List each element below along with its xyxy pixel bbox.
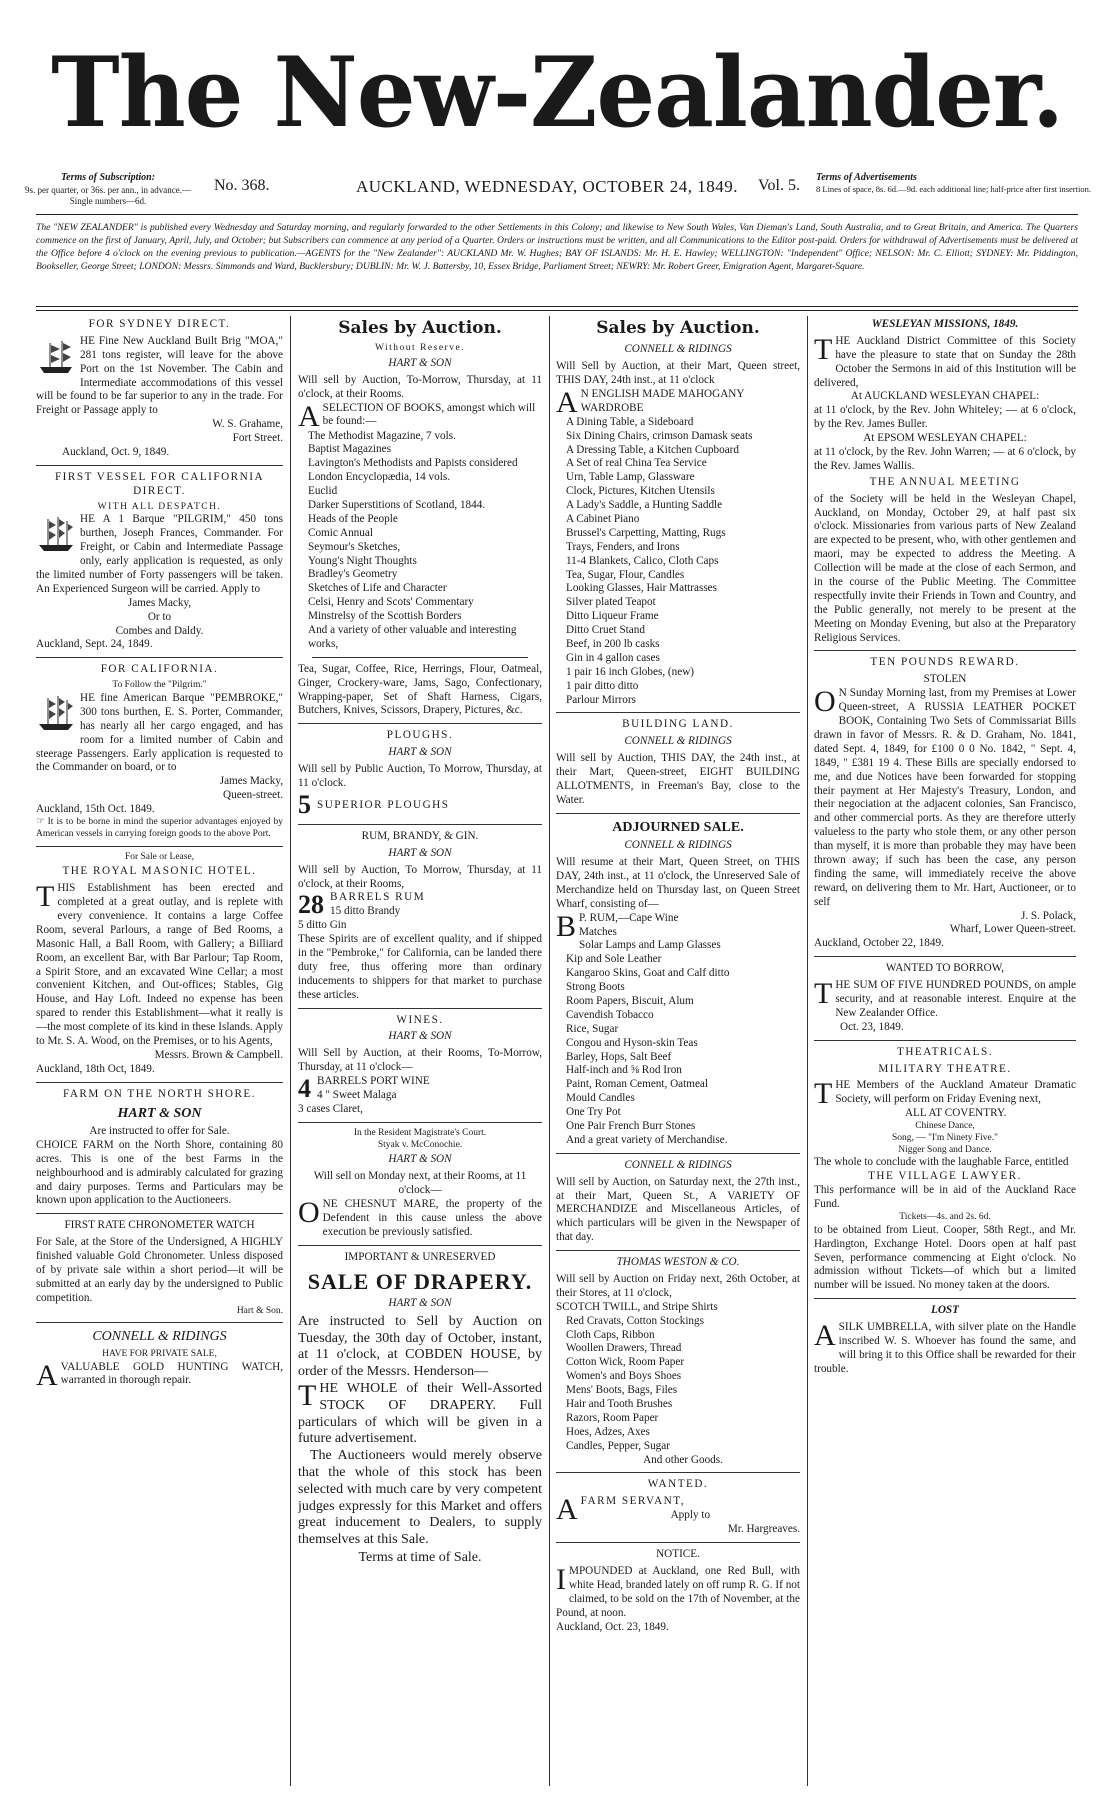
list-item: Hair and Tooth Brushes (566, 1398, 673, 1410)
ad-heading: WINES. (396, 1013, 444, 1026)
ad-body-text: HE Members of the Auckland Amateur Dramatic Society, will perform on Friday Evening next, (835, 1079, 1076, 1106)
list-item: Women's and Boys Shoes (566, 1370, 682, 1383)
drop-cap: A (298, 399, 320, 433)
ad-date: Auckland, Oct. 23, 1849. (556, 1620, 669, 1633)
subscription-terms-text: 9s. per quarter, or 36s. per ann., in advance.—Single numbers—6d. (24, 184, 192, 206)
list-item: Comic Annual (308, 526, 373, 539)
ad-body: CHOICE FARM on the North Shore, containing 80 acres. This is one of the best Farms in the neighbourhood and is admirably calculated for grazing and dairy purposes. Terms and Particulars may be known upon application to the Auctioneers. (36, 1138, 283, 1207)
ad-signature: Messrs. Brown & Campbell. (154, 1048, 283, 1061)
chapel-times: at 11 o'clock, by the Rev. John Whiteley; — at 6 o'clock, by the Rev. James Buller. (814, 404, 1076, 431)
column-4 (814, 316, 1076, 1786)
column-2 (298, 316, 542, 1786)
divider (556, 1542, 800, 1543)
list-item: BARRELS PORT WINE (317, 1075, 430, 1088)
divider (312, 657, 528, 658)
ad-intro: Will Sell by Auction, at their Mart, Queen street, THIS DAY, 24th inst., at 11 o'clock (556, 359, 800, 386)
divider (556, 1250, 800, 1251)
ad-signature: Or to (147, 610, 172, 623)
ad-heading: TEN POUNDS REWARD. (870, 656, 1020, 669)
drop-cap: A (556, 385, 578, 419)
list-item: Bradley's Geometry (308, 568, 398, 581)
list-item: 3 cases Claret, (298, 1102, 363, 1115)
column-separator (549, 316, 550, 1786)
ad-body-text: HIS Establishment has been erected and completed at a great outlay, and is replete with every convenience. It contains a large Coffee Room, several Parlours, a range of Bed Rooms, a Masonic Hall, a Ball Room, with Gallery; a Billiard Room, an excellent Bar, with Bar Parlour; Tap Room, a Spirit Store, and an excavated Wine Cellar; a most convenient Kitchen, and Out-offices; Stables, Gig House, and Hay Loft. Indeed no expense has been spared to render this Establishment—what it really is—the most complete of its kind in these Islands. Apply to Mr. S. A. Wood, on the Premises, or to his Agents, (36, 882, 283, 1048)
list-item: A Lady's Saddle, a Hunting Saddle (566, 499, 723, 512)
ad-body (36, 1358, 283, 1392)
list-item: 1 pair ditto ditto (566, 679, 639, 692)
ad-heading: THEATRICALS. (897, 1045, 993, 1058)
ad-reward (814, 656, 1076, 951)
ad-firm: CONNELL & RIDINGS (624, 839, 732, 852)
play-title: ALL AT COVENTRY. (904, 1107, 1007, 1120)
ad-notice (556, 1548, 800, 1634)
ad-lead (556, 385, 800, 419)
ad-date: Auckland, 15th Oct. 1849. (36, 803, 155, 816)
program-item: Chinese Dance, (915, 1121, 975, 1132)
list-item: Tea, Sugar, Flour, Candles (566, 568, 685, 581)
advertisement-terms (816, 172, 1096, 194)
ad-signature: Mr. Hargreaves. (727, 1523, 800, 1536)
list-item: Congou and Hyson-skin Teas (566, 1036, 698, 1049)
list-item: Lavington's Methodists and Papists considered (308, 457, 518, 470)
ad-firm: HART & SON (388, 1030, 452, 1043)
list-item: Cloth Caps, Ribbon (566, 1328, 655, 1341)
ad-drapery (298, 1251, 542, 1567)
ad-heading: FIRST VESSEL FOR CALIFORNIA DIRECT. (54, 470, 265, 497)
ad-subheading: WITH ALL DESPATCH. (97, 501, 222, 512)
divider (36, 657, 283, 658)
ad-date: Auckland, Oct. 9, 1849. (62, 446, 170, 459)
drop-cap: T (298, 1378, 317, 1412)
masthead (0, 18, 1114, 168)
ad-signature: W. S. Grahame, (212, 418, 283, 431)
ad-signature: James Macky, (127, 596, 192, 609)
notice-rule-bottom (36, 310, 1078, 311)
ad-signature: Queen-street. (223, 789, 283, 802)
list-item: And a variety of other valuable and interesting works, (308, 623, 517, 650)
ad-body-text: SILK UMBRELLA, with silver plate on the Handle inscribed W. S. Whoever has found the same, and will bring it to this Office shall be rewarded for their trouble. (814, 1321, 1076, 1375)
drop-cap: O (814, 685, 836, 719)
ad-body-text: FARM SERVANT, (580, 1495, 686, 1508)
ad-lead (298, 399, 542, 433)
ad-building-land (556, 718, 800, 807)
list-item: Solar Lamps and Lamp Glasses (579, 939, 721, 952)
section-heading: Sales by Auction. (596, 318, 760, 338)
program-item: Song, — "I'm Ninety Five." (891, 1132, 999, 1143)
ad-masonic-hotel (36, 852, 283, 1077)
ad-firm: CONNELL & RIDINGS (92, 1329, 227, 1345)
ad-signature: J. S. Polack, (1020, 909, 1076, 922)
ad-heading: IMPORTANT & UNRESERVED (344, 1250, 496, 1263)
ad-heading: FIRST RATE CHRONOMETER WATCH (64, 1219, 255, 1232)
list-item: Silver plated Teapot (566, 596, 656, 609)
ad-note-text: It is to be borne in mind the superior advantages enjoyed by American vessels in carrying foreign goods to the above Port. (36, 817, 283, 839)
columns (36, 316, 1081, 1786)
ad-body: Will sell by Auction, on Saturday next, the 27th inst., at their Mart, Queen St., A VARIETY OF MERCHANDIZE and Miscellaneous Articles, of which particulars will be given in the Newspaper of that day. (556, 1175, 800, 1244)
list-item: One Pair French Burr Stones (566, 1119, 696, 1132)
advertisement-terms-heading: Terms of Advertisements (816, 172, 917, 183)
divider (36, 846, 283, 847)
ad-body (298, 1198, 542, 1240)
column-1 (36, 316, 283, 1786)
column-separator (290, 316, 291, 1786)
list-item: Rice, Sugar (566, 1022, 619, 1035)
list-item: Clock, Pictures, Kitchen Utensils (566, 485, 715, 498)
ad-subheading: Are instructed to offer for Sale. (89, 1124, 230, 1137)
divider (556, 712, 800, 713)
item-name: SUPERIOR PLOUGHS (317, 798, 450, 811)
ad-body: HE Fine New Auckland Built Brig "MOA," 281 tons register, will leave for the above Port on the 1st November. The Cabin and Intermediate accommodations of this vessel will be found to be far superior to any in the trade. For Freight or Passage apply to (36, 334, 283, 417)
list-item: Heads of the People (308, 512, 398, 525)
list-item: 15 ditto Brandy (330, 905, 401, 918)
divider (814, 650, 1076, 651)
divider (298, 824, 542, 825)
list-item: Celsi, Henry and Scots' Commentary (308, 596, 474, 609)
masthead-title: The New-Zealander. (50, 36, 1064, 149)
ad-theatricals (814, 1046, 1076, 1294)
ad-firm: HART & SON (117, 1105, 202, 1121)
publication-notice: The "NEW ZEALANDER" is published every Wednesday and Saturday morning, and regularly forwarded to the other Settlements in this Colony; and likewise to New South Wales, Van Dieman's Land, South Australia, and to Great Britain, and America. The Quarters commence on the first of January, April, July, and October; but Subscribers can commence at any period of a Quarter. Orders or instructions must be written, and all Communications to the Editor post-paid. Orders for withdrawal of Advertisements must be delivered at the Office before 4 o'clock on the evening previous to publication.—AGENTS for the "New Zealander": AUCKLAND Mr. W. Hughes; BAY OF ISLANDS: Mr. H. E. Hawley; WELLINGTON: "Independent" Office; NELSON: Mr. C. Elliott; SYDNEY: Mr. Piddington, Bookseller, George Street; LONDON: Messrs. Simmonds and Ward, Bucklersbury; DUBLIN: Mr. W. J. Battersby, 10, Essex Bridge, Parliament Street; NEWRY: Mr. Robert Greer, Emigration Agent, Margaret-Square. (36, 222, 1078, 272)
ad-firm: HART & SON (388, 846, 452, 859)
list-item: Strong Boots (566, 981, 625, 994)
drop-cap: T (814, 977, 833, 1011)
ad-note (36, 817, 283, 841)
ad-body (814, 687, 1076, 909)
list-item: 1 pair 16 inch Globes, (new) (566, 665, 695, 678)
ad-lead-text: N ENGLISH MADE MAHOGANY WARDROBE (580, 387, 745, 414)
ad-heading: WESLEYAN MISSIONS, 1849. (871, 318, 1019, 330)
column-separator (807, 316, 808, 1786)
list-item: Urn, Table Lamp, Glassware (566, 471, 695, 484)
farce-title: THE VILLAGE LAWYER. (868, 1170, 1022, 1183)
dateline (18, 170, 1096, 210)
divider (556, 1472, 800, 1473)
drop-cap: A (556, 1493, 578, 1527)
chapel-times: at 11 o'clock, by the Rev. John Warren; — at 6 o'clock, by the Rev. James Wallis. (814, 446, 1076, 472)
list-item: Mould Candles (566, 1092, 635, 1105)
ad-firm: THOMAS WESTON & CO. (616, 1256, 740, 1269)
ad-body: HE A 1 Barque "PILGRIM," 450 tons burthen, Joseph Frances, Commander. For Freight, or Cabin and Intermediate Passage only, early application is requested, as only the limited number of Forty passengers will be taken. An Experienced Surgeon will be carried. Apply to (36, 513, 283, 595)
ship-icon (36, 515, 76, 555)
ad-heading: WANTED. (647, 1478, 709, 1491)
ad-heading: FOR CALIFORNIA. (100, 663, 219, 676)
ad-california-pembroke (36, 663, 283, 840)
ad-court-sale (298, 1128, 542, 1240)
divider (36, 1082, 283, 1083)
list-item: Young's Night Thoughts (308, 554, 417, 567)
ad-heading: FARM ON THE NORTH SHORE. (62, 1087, 257, 1100)
ad-signature: Fort Street. (232, 432, 283, 445)
ad-subheading: For Sale or Lease, (124, 851, 195, 862)
list-item: Cavendish Tobacco (566, 1008, 654, 1021)
ad-date: Auckland, 18th Oct, 1849. (36, 1062, 155, 1075)
ad-date: Auckland, Sept. 24, 1849. (36, 638, 153, 651)
ad-date: Oct. 23, 1849. (840, 1020, 904, 1033)
list-item: Kangaroo Skins, Goat and Calf ditto (566, 967, 730, 980)
ad-lead: SCOTCH TWILL, and Stripe Shirts (556, 1300, 718, 1313)
ad-body-text: NE CHESNUT MARE, the property of the Defendent in this cause unless the above execution be previously satisfied. (322, 1198, 542, 1238)
ad-firm: HART & SON (388, 1296, 452, 1309)
drop-cap: A (36, 1358, 58, 1392)
item-list (556, 926, 800, 1148)
ad-body-text: N Sunday Morning last, from my Premises at Lower Queen-street, A RUSSIA LEATHER POCKET BOOK, Containing Two Sets of Commissariat Bills drawn in favor of Messrs. R. & D. Graham, No. 1841, dated Sept. 4, 1849, for £100 0 0 No. 1842, " Sept. 4, 1849, " £381 19 4. These Bills are specially endorsed to me, and due Notices have been forwarded for stopping their payment at Her Majesty's Treasury, London, and their negociation at the adjacent colonies, San Francisco, and other commercial ports. As they are therefore utterly valueless to the party who stole them, or any other person than myself, it is more than probable they may have been thrown away; if such has been the case, any person finding the same, will immediately receive the above reward, on delivering them to Mr. Hart, Auctioneer, or to self (814, 687, 1076, 908)
list-item: Woollen Drawers, Thread (566, 1342, 682, 1355)
ad-apply: Apply to (670, 1509, 711, 1522)
ad-firm: HART & SON (388, 356, 452, 369)
list-item: BARRELS RUM (330, 891, 426, 904)
ad-wardrobe (556, 343, 800, 707)
item-list (556, 1315, 800, 1468)
list-item: London Encyclopædia, 14 vols. (308, 471, 451, 484)
drop-cap: B (556, 909, 577, 943)
ad-intro: Will sell by Auction on Friday next, 26th October, at their Stores, at 11 o'clock, (556, 1272, 800, 1299)
ad-intro: Will sell by Auction, To Morrow, Thursday, at 11 o'clock, at their Rooms, (298, 863, 542, 890)
ad-north-shore-farm (36, 1088, 283, 1209)
ad-body-text: HE WHOLE of their Well-Assorted STOCK OF DRAPERY. Full particulars of which will be given in a future advertisement. (298, 1380, 542, 1447)
ad-subheading: HAVE FOR PRIVATE SALE, (102, 1348, 217, 1359)
ad-body-text: MPOUNDED at Auckland, one Red Bull, with white Head, branded lately on off rump R. G. If not claimed, to be sold on the 17th of November, at the Pound, at noon. (556, 1565, 800, 1619)
ad-subheading: Without Reserve. (374, 343, 466, 354)
ad-adjourned-sale (556, 819, 800, 1148)
ad-body-text: HE SUM OF FIVE HUNDRED POUNDS, on ample security, and at reasonable interest. Enquire at the New Zealander Office. (835, 979, 1076, 1019)
section-heading: Sales by Auction. (338, 318, 502, 338)
ship-icon (36, 337, 76, 377)
ad-intro: Will resume at their Mart, Queen Street, on THIS DAY, 24th inst., at 11 o'clock, the Unreserved Sale of Merchandize held on Thursday last, on Queen Street Wharf, consisting of— (556, 856, 800, 910)
list-item: A Cabinet Piano (566, 512, 640, 525)
ad-body (298, 1378, 542, 1448)
ad-lead-text: P. RUM,—Cape Wine (579, 911, 679, 924)
list-item: Hoes, Adzes, Axes (566, 1425, 650, 1438)
ad-signature: James Macky, (219, 775, 283, 788)
list-item: Euclid (308, 485, 338, 498)
ad-body (814, 1321, 1076, 1377)
list-item: Parlour Mirrors (566, 693, 636, 706)
ad-gold-watch (36, 1328, 283, 1392)
list-item: Baptist Magazines (308, 443, 391, 456)
drop-cap: O (298, 1196, 320, 1230)
divider (556, 813, 800, 814)
ad-body: This performance will be in aid of the Auckland Race Fund. (814, 1184, 1076, 1211)
quantity: 5 (298, 789, 311, 819)
list-item: Mens' Boots, Bags, Files (566, 1384, 678, 1397)
ad-wines (298, 1014, 542, 1117)
issue-date: AUCKLAND, WEDNESDAY, OCTOBER 24, 1849. (356, 177, 739, 196)
divider (814, 956, 1076, 957)
divider (298, 1008, 542, 1009)
ad-california-pilgrim (36, 471, 283, 652)
list-item: And a great variety of Merchandise. (566, 1133, 728, 1146)
item-list (556, 416, 800, 708)
divider (814, 1040, 1076, 1041)
ad-signature: Wharf, Lower Queen-street. (949, 923, 1076, 936)
list-item: 4 " Sweet Malaga (317, 1089, 397, 1102)
ad-sydney (36, 318, 283, 460)
ad-heading: WANTED TO BORROW, (885, 962, 1005, 975)
list-item: Trays, Fenders, and Irons (566, 540, 680, 553)
ad-intro: Will sell by Auction, To-Morrow, Thursday, at 11 o'clock, at their Rooms. (298, 373, 542, 400)
ad-body: The Auctioneers would merely observe that the whole of this stock has been selected with much care by very competent judges expressly for this Market and offers great inducement to Dealers, to supply themselves at this Sale. (298, 1448, 542, 1548)
ad-heading: NOTICE. (656, 1548, 700, 1561)
list-item: Razors, Room Paper (566, 1411, 659, 1424)
drop-cap: T (814, 1077, 833, 1111)
list-item: Paint, Roman Cement, Oatmeal (566, 1078, 708, 1091)
list-item: 5 ditto Gin (298, 919, 347, 932)
ad-heading: LOST (931, 1304, 959, 1317)
ad-body: Will sell by Auction, THIS DAY, the 24th inst., at their Mart, Queen-street, EIGHT BUILDING ALLOTMENTS, in Freeman's Bay, close to the Water. (556, 752, 800, 806)
list-item: Cotton Wick, Room Paper (566, 1356, 685, 1369)
ad-body (814, 1077, 1076, 1111)
issue-number: No. 368. (214, 177, 270, 194)
list-item: And other Goods. (643, 1453, 723, 1466)
ticket-prices: Tickets—4s. and 2s. 6d. (899, 1211, 991, 1222)
ad-heading: ADJOURNED SALE. (612, 819, 744, 835)
drop-cap: T (36, 880, 55, 914)
meeting-body: of the Society will be held in the Wesleyan Chapel, Auckland, on Monday, October 29, at half past six o'clock. Missionaries from various parts of New Zealand are expected to be present, who, with other gentlemen and maori, may be expected to address the Meeting. A Collection will be made at the close of each Sermon, and in the course of the Public Meeting. The Committee respectfully invite their Friends in Town and Country, and the Public generally, not merely to be present at the Meeting on Monday Evening, but also at the Preparatory Religious Services. (814, 492, 1076, 644)
ad-intro: Will Sell by Auction, at their Rooms, To-Morrow, Thursday, at 11 o'clock— (298, 1047, 542, 1074)
ad-body-text: VALUABLE GOLD HUNTING WATCH, warranted in thorough repair. (60, 1360, 283, 1387)
ad-ploughs (298, 729, 542, 819)
ad-heading: RUM, BRANDY, & GIN. (361, 829, 479, 842)
drop-cap: T (814, 332, 833, 366)
list-item: Kip and Sole Leather (566, 953, 662, 966)
ad-subheading: STOLEN (923, 673, 967, 686)
list-item: One Try Pot (566, 1106, 621, 1119)
divider (36, 465, 283, 466)
ad-intro: Will sell by Public Auction, To Morrow, Thursday, at 11 o'clock. (298, 763, 542, 789)
divider (298, 1245, 542, 1246)
subscription-terms (18, 172, 198, 207)
ad-body-text: HE Auckland District Committee of this Society have the pleasure to state that on Sunday the 28th October the Sermons in aid of this Institution will be delivered, (814, 334, 1076, 389)
header-rule (36, 214, 1078, 215)
list-item: Seymour's Sketches, (308, 540, 401, 553)
item-list (298, 430, 542, 652)
divider (298, 1122, 542, 1123)
ad-merchandize (556, 1159, 800, 1245)
ad-body (556, 1565, 800, 1621)
ad-intro: Are instructed to Sell by Auction on Tuesday, the 30th day of October, instant, at 11 o'clock, at COBDEN HOUSE, by order of the Messrs. Henderson— (298, 1313, 542, 1380)
ad-firm: CONNELL & RIDINGS (624, 735, 732, 748)
ad-lead-text: SELECTION OF BOOKS, amongst which will be found:— (322, 401, 536, 428)
ad-signature: Combes and Daldy. (115, 624, 204, 637)
ad-date: Auckland, October 22, 1849. (814, 937, 944, 950)
ad-body (36, 882, 283, 1049)
list-item: Red Cravats, Cotton Stockings (566, 1314, 704, 1327)
list-item: Looking Glasses, Hair Mattrasses (566, 582, 718, 595)
list-item: Sketches of Life and Character (308, 582, 447, 595)
ad-body: Tea, Sugar, Coffee, Rice, Herrings, Flour, Oatmeal, Ginger, Crockery-ware, Jams, Sago, Confectionary, Wrapping-paper, Set of Shaft Harness, Cigars, Butchers, Knives, Scissors, Drapery, Pictures, &c. (298, 662, 542, 717)
divider (814, 1298, 1076, 1299)
ad-wesleyan (814, 318, 1076, 645)
list-item: Ditto Cruet Stand (566, 624, 645, 637)
ad-subheading: MILITARY THEATRE. (878, 1062, 1012, 1075)
ad-firm: HART & SON (388, 746, 452, 759)
ad-rum (298, 830, 542, 1003)
ad-borrow (814, 962, 1076, 1034)
list-item: Gin in 4 gallon cases (566, 651, 660, 664)
ad-books (298, 343, 542, 718)
ad-chronometer (36, 1219, 283, 1317)
ad-lost (814, 1304, 1076, 1376)
meeting-heading: THE ANNUAL MEETING (869, 475, 1021, 488)
ad-heading: THE ROYAL MASONIC HOTEL. (62, 865, 257, 878)
ad-heading: FOR SYDNEY DIRECT. (88, 318, 231, 330)
list-item: Candles, Pepper, Sugar (566, 1439, 670, 1452)
list-item: A Dining Table, a Sideboard (566, 415, 694, 428)
list-item: Beef, in 200 lb casks (566, 638, 660, 650)
list-item: Ditto Liqueur Frame (566, 610, 659, 623)
program-item: Nigger Song and Dance. (898, 1144, 992, 1155)
ad-firm: CONNELL & RIDINGS (624, 343, 732, 356)
ship-icon (36, 694, 76, 734)
list-item: 11-4 Blankets, Calico, Cloth Caps (566, 554, 719, 567)
ad-intro: Will sell on Monday next, at their Rooms, at 11 o'clock— (313, 1170, 527, 1197)
list-item: Brussel's Carpetting, Matting, Rugs (566, 526, 726, 539)
list-item: Matches (579, 925, 617, 938)
ad-title: SALE OF DRAPERY. (307, 1268, 533, 1294)
list-item: Darker Superstitions of Scotland, 1844. (308, 498, 486, 511)
drop-cap: I (556, 1563, 566, 1597)
ad-body: The whole to conclude with the laughable Farce, entitled (814, 1156, 1069, 1169)
list-item: A Dressing Table, a Kitchen Cupboard (566, 443, 740, 456)
list-item: Minstrelsy of the Scottish Borders (308, 610, 462, 623)
ad-body (814, 979, 1076, 1021)
list-item: Barley, Hops, Salt Beef (566, 1050, 672, 1063)
volume-number: Vol. 5. (758, 177, 800, 194)
ad-weston (556, 1256, 800, 1467)
subscription-terms-heading: Terms of Subscription: (60, 172, 156, 183)
chapel-heading: At EPSOM WESLEYAN CHAPEL: (863, 432, 1027, 445)
list-item: Six Dining Chairs, crimson Damask seats (566, 429, 753, 442)
ad-body (814, 332, 1076, 391)
ad-heading: In the Resident Magistrate's Court. (353, 1127, 487, 1138)
quantity: 4 (298, 1074, 311, 1104)
pointing-hand-icon: ☞ (36, 817, 48, 828)
ad-case: Styak v. McConochie. (377, 1139, 463, 1150)
ad-heading: BUILDING LAND. (622, 718, 734, 731)
quantity: 28 (298, 890, 324, 920)
divider (298, 723, 542, 724)
list-item: A Set of real China Tea Service (566, 457, 707, 470)
list-item: Room Papers, Biscuit, Alum (566, 994, 694, 1007)
advertisement-terms-text: 8 Lines of space, 8s. 6d.—9d. each additional line; half-price after first insertion. (816, 184, 1091, 194)
drop-cap: A (814, 1319, 836, 1353)
ad-signature: Hart & Son. (236, 1305, 283, 1316)
ad-heading: PLOUGHS. (386, 729, 454, 742)
ad-body: to be obtained from Lieut. Cooper, 58th Regt., and Mr. Hardington, Exchange Hotel. Doors open at half past Seven, performance commencing at Eight o'clock. No admission without Tickets—of which but a limited number will be issued. No money taken at the doors. (814, 1223, 1076, 1292)
ad-item (298, 791, 542, 819)
ad-firm: HART & SON (388, 1153, 452, 1166)
list-item: The Methodist Magazine, 7 vols. (308, 429, 456, 442)
divider (556, 1153, 800, 1154)
ad-body: These Spirits are of excellent quality, and if shipped in the "Pembroke," for California, can be landed there duty free, thus offering more than ordinary inducements to shippers for that market to purchase these articles. (298, 933, 542, 1001)
chapel-heading: At AUCKLAND WESLEYAN CHAPEL: (850, 390, 1040, 403)
list-item: Half-inch and ⅝ Rod Iron (566, 1064, 682, 1077)
ad-terms: Terms at time of Sale. (358, 1549, 482, 1565)
divider (36, 1322, 283, 1323)
ad-firm: CONNELL & RIDINGS (624, 1158, 732, 1171)
ad-body: HE fine American Barque "PEMBROKE," 300 tons burthen, E. S. Porter, Commander, has nearly all her cargo engaged, and has room for a limited number of Cabin and steerage Passengers. Early application is requested to the Commander on board, or to (36, 692, 283, 774)
notice-rule-top (36, 306, 1078, 307)
divider (36, 1213, 283, 1214)
ad-body: For Sale, at the Store of the Undersigned, A HIGHLY finished valuable Gold Chronometer. Unless disposed of by private sale within a short period—it will be submitted at an early day by the undersigned to Public competition. (36, 1236, 283, 1304)
column-3 (556, 316, 800, 1786)
ad-subheading: To Follow the "Pilgrim." (112, 680, 207, 691)
ad-wanted (556, 1478, 800, 1537)
